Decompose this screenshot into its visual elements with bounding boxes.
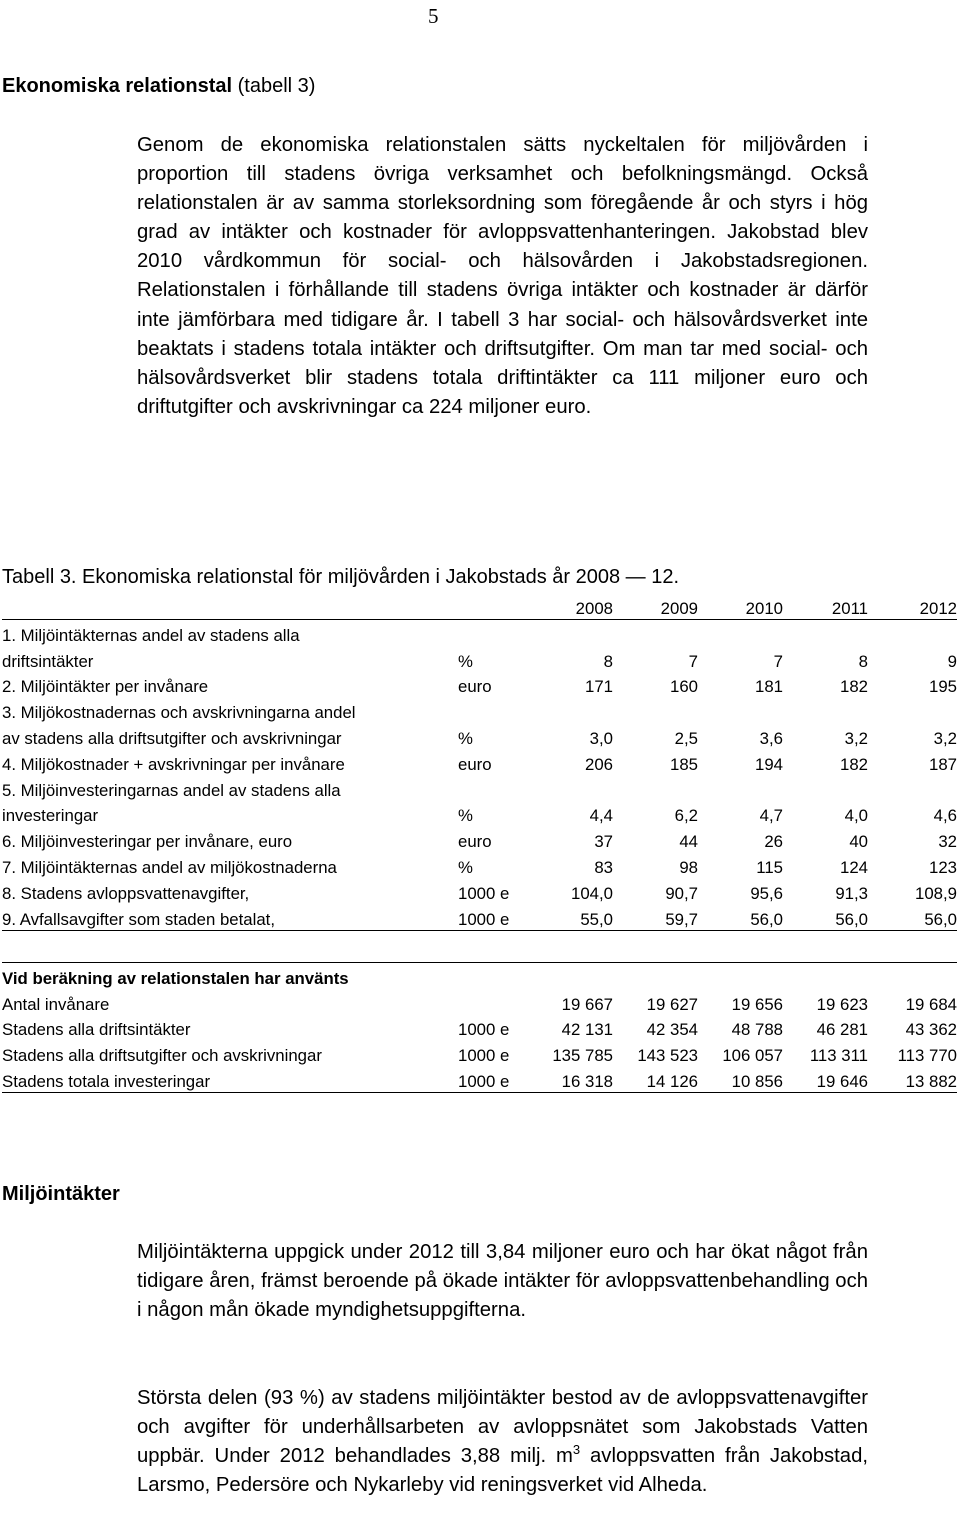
basis-heading: Vid beräkning av relationstalen har använts <box>2 963 957 989</box>
table-row <box>2 646 957 672</box>
row-value: 182 <box>840 754 868 774</box>
row-unit: euro <box>458 677 492 697</box>
heading-normal-part: (tabell 3) <box>232 75 316 97</box>
paragraph2-text-before: Största delen (93 %) av stadens miljöintäkter bestod av de avloppsvattenavgifter och avgifter för underhållsarbeten av avloppsnätet som Jakobstads Vatten uppbär. Under 2012 behandlades 3,88 milj. m <box>137 1387 868 1468</box>
basis-unit: 1000 e <box>458 1066 528 1092</box>
basis-value: 19 667 <box>561 994 613 1014</box>
basis-value: 113 311 <box>809 1046 868 1066</box>
row-label: av stadens alla driftsutgifter och avskrivningar <box>2 728 342 748</box>
basis-value: 48 788 <box>731 1020 783 1040</box>
section-heading-economic-ratios <box>2 75 315 98</box>
row-label-spacer <box>458 697 957 723</box>
row-value: 56,0 <box>783 904 868 930</box>
row-value: 195 <box>929 677 957 697</box>
row-label: 6. Miljöinvesteringar per invånare, euro <box>2 832 293 852</box>
table-row <box>2 801 957 827</box>
row-value: 55,0 <box>528 904 613 930</box>
basis-unit <box>458 989 528 1015</box>
basis-heading-row <box>2 963 957 989</box>
basis-value: 143 523 <box>637 1046 698 1066</box>
row-label: 7. Miljöintäkternas andel av miljökostnaderna <box>2 857 337 877</box>
row-label: 8. Stadens avloppsvattenavgifter, <box>2 883 250 903</box>
row-value: 32 <box>938 832 957 852</box>
row-unit: % <box>458 857 473 877</box>
row-value: 4,6 <box>933 806 957 826</box>
superscript-3: 3 <box>572 1442 581 1458</box>
basis-label: Stadens totala investeringar <box>2 1066 458 1092</box>
basis-value: 46 281 <box>816 1020 868 1040</box>
basis-label: Stadens alla driftsutgifter och avskrivningar <box>2 1046 322 1066</box>
page-number: 5 <box>428 4 439 28</box>
ratios-table <box>2 595 957 931</box>
basis-table <box>2 962 957 1093</box>
row-value: 6,2 <box>674 806 698 826</box>
row-unit: euro <box>458 754 492 774</box>
row-value: 90,7 <box>665 883 698 903</box>
row-value: 7 <box>773 651 783 671</box>
row-value: 26 <box>764 832 783 852</box>
row-value: 37 <box>594 832 613 852</box>
income-paragraph-2 <box>137 1384 868 1500</box>
table-caption: Tabell 3. Ekonomiska relationstal för miljövården i Jakobstads år 2008 — 12. <box>2 566 680 588</box>
row-label: 4. Miljökostnader + avskrivningar per invånare <box>2 754 345 774</box>
basis-value: 16 318 <box>528 1066 613 1092</box>
basis-value: 10 856 <box>698 1066 783 1092</box>
row-label-spacer <box>458 620 957 646</box>
row-value: 83 <box>594 857 613 877</box>
basis-row <box>2 1040 957 1066</box>
basis-value: 13 882 <box>868 1066 957 1092</box>
table-row <box>2 775 957 801</box>
income-paragraph-1: Miljöintäkterna uppgick under 2012 till 3,84 miljoner euro och har ökat något från tidigare åren, främst beroende på ökade intäkter för avloppsvattenbehandling och i någon mån ökade myndighetsuppgifterna. <box>137 1241 868 1322</box>
row-value: 185 <box>670 754 698 774</box>
row-value: 3,2 <box>933 728 957 748</box>
row-value: 123 <box>929 857 957 877</box>
basis-label: Stadens alla driftsintäkter <box>2 1020 191 1040</box>
row-unit: % <box>458 806 473 826</box>
row-value: 3,6 <box>759 728 783 748</box>
table-row <box>2 826 957 852</box>
row-value: 181 <box>755 677 783 697</box>
heading-bold-part: Ekonomiska relationstal <box>2 75 233 97</box>
row-value: 4,7 <box>759 806 783 826</box>
row-value: 187 <box>929 754 957 774</box>
basis-value: 42 354 <box>646 1020 698 1040</box>
row-unit: % <box>458 651 473 671</box>
row-value: 3,0 <box>589 728 613 748</box>
header-empty-label <box>2 595 458 620</box>
basis-value: 19 623 <box>816 994 868 1014</box>
row-label: 1. Miljöintäkternas andel av stadens alla <box>2 625 300 645</box>
row-value: 56,0 <box>698 904 783 930</box>
table-row <box>2 697 957 723</box>
basis-row <box>2 1015 957 1041</box>
basis-unit: 1000 e <box>458 1046 510 1066</box>
table-header-row <box>2 595 957 620</box>
row-value: 115 <box>756 857 783 877</box>
row-value: 7 <box>688 651 698 671</box>
row-value: 4,0 <box>844 806 868 826</box>
basis-value: 113 770 <box>897 1046 957 1066</box>
row-label: driftsintäkter <box>2 651 94 671</box>
section-heading-environmental-income: Miljöintäkter <box>2 1183 120 1205</box>
row-value: 9 <box>947 651 957 671</box>
table-row <box>2 672 957 698</box>
row-value: 91,3 <box>835 883 868 903</box>
basis-value: 42 131 <box>561 1020 613 1040</box>
row-value: 171 <box>585 677 613 697</box>
basis-row <box>2 989 957 1015</box>
row-label: investeringar <box>2 806 99 826</box>
table-row <box>2 852 957 878</box>
table-row <box>2 723 957 749</box>
year-header: 2008 <box>528 595 613 620</box>
basis-unit: 1000 e <box>458 1020 510 1040</box>
table-row <box>2 878 957 904</box>
paragraph2-text-after: avloppsvatten från Jakobstad, Larsmo, Pedersöre och Nykarleby vid reningsverket vid Alheda. <box>137 1445 868 1497</box>
year-header: 2011 <box>783 595 868 620</box>
row-value: 44 <box>679 832 698 852</box>
row-value: 59,7 <box>613 904 698 930</box>
basis-value: 19 646 <box>783 1066 868 1092</box>
year-header: 2010 <box>698 595 783 620</box>
table-row <box>2 620 957 646</box>
row-value: 56,0 <box>868 904 957 930</box>
row-value: 40 <box>849 832 868 852</box>
row-value: 182 <box>840 677 868 697</box>
basis-value: 14 126 <box>613 1066 698 1092</box>
row-unit: % <box>458 728 473 748</box>
row-unit: euro <box>458 832 492 852</box>
basis-row <box>2 1066 957 1092</box>
row-value: 194 <box>755 754 783 774</box>
row-value: 160 <box>670 677 698 697</box>
row-value: 98 <box>679 857 698 877</box>
row-label: 5. Miljöinvesteringarnas andel av stadens alla <box>2 780 341 800</box>
row-value: 104,0 <box>571 883 613 903</box>
table-row <box>2 749 957 775</box>
basis-value: 43 362 <box>905 1020 957 1040</box>
row-value: 4,4 <box>589 806 613 826</box>
row-label: 2. Miljöintäkter per invånare <box>2 677 209 697</box>
basis-value: 19 627 <box>646 994 698 1014</box>
row-unit: 1000 e <box>458 904 528 930</box>
year-header: 2009 <box>613 595 698 620</box>
basis-value: 106 057 <box>722 1046 783 1066</box>
row-value: 8 <box>603 651 613 671</box>
basis-value: 19 656 <box>731 994 783 1014</box>
header-empty-unit <box>458 595 528 620</box>
basis-value: 19 684 <box>905 994 957 1014</box>
row-value: 3,2 <box>844 728 868 748</box>
row-value: 206 <box>585 754 613 774</box>
row-value: 8 <box>858 651 868 671</box>
row-label: 3. Miljökostnadernas och avskrivningarna andel <box>2 703 356 723</box>
basis-value: 135 785 <box>552 1046 613 1066</box>
year-header: 2012 <box>868 595 957 620</box>
table-row <box>2 904 957 930</box>
row-unit: 1000 e <box>458 883 510 903</box>
row-label-spacer <box>458 775 957 801</box>
row-value: 108,9 <box>915 883 957 903</box>
row-value: 95,6 <box>750 883 783 903</box>
row-value: 124 <box>840 857 868 877</box>
intro-paragraph: Genom de ekonomiska relationstalen sätts nyckeltalen för miljövården i proportion till stadens övriga verksamhet och befolkningsmängd. Också relationstalen är av samma storleksordning som föregående år och styrs i hög grad av intäkter och kostnader för avloppsvattenhanteringen. Jakobstad blev 2010 vårdkommun för social- och hälsovården i Jakobstadsregionen. Relationstalen i förhållande till stadens övriga intäkter och kostnader är därför inte jämförbara med tidigare år. I tabell 3 har social- och hälsovårdsverket inte beaktats i stadens totala intäkter och driftsutgifter. Om man tar med social- och hälsovårdsverket blir stadens totala driftintäkter ca 111 miljoner euro och driftutgifter och avskrivningar ca 224 miljoner euro. <box>137 134 868 418</box>
row-value: 2,5 <box>674 728 698 748</box>
basis-label: Antal invånare <box>2 994 110 1014</box>
row-label: 9. Avfallsavgifter som staden betalat, <box>2 904 458 930</box>
